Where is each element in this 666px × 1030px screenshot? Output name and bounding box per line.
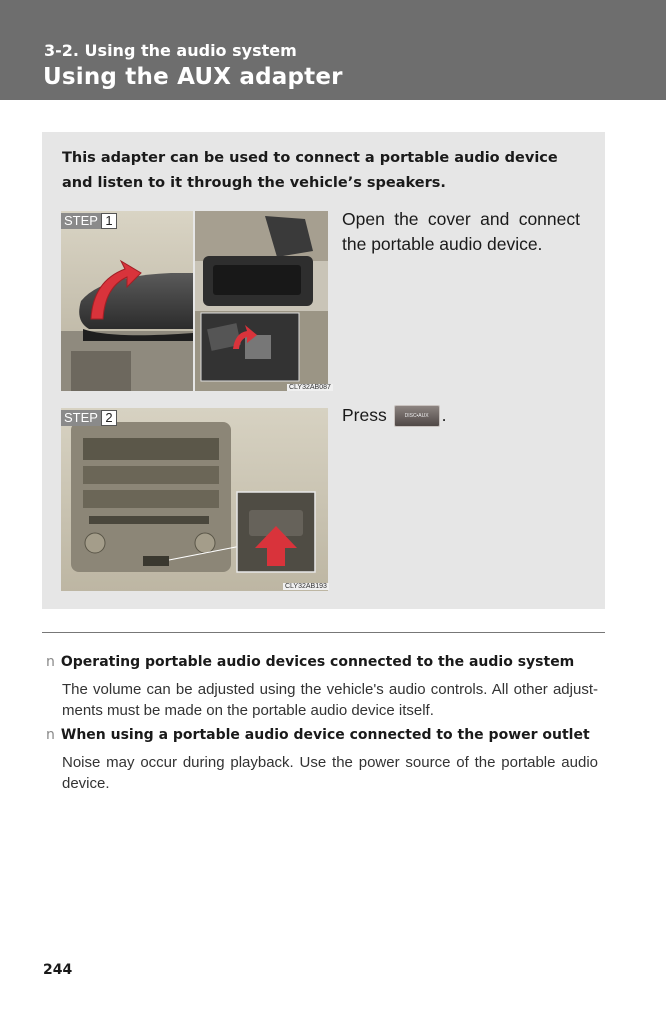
disc-aux-button-icon: DISC•AUX	[394, 405, 440, 427]
step1-photo-console	[195, 211, 328, 391]
step2-badge-word: STEP	[61, 410, 101, 426]
step2-photo-audio-unit	[61, 408, 328, 591]
section-divider	[42, 632, 605, 633]
section-label: 3-2. Using the audio system	[44, 41, 297, 60]
note1-body: The volume can be adjusted using the vehicle's audio controls. All other adjust-ments must be made on the portable audio device itself.	[62, 681, 598, 719]
step2-image-code: CLY32AB193	[285, 583, 327, 590]
step2-badge	[61, 410, 117, 426]
step1-badge-number: 1	[101, 213, 117, 229]
intro-text: This adapter can be used to connect a portable audio device and listen to it through the vehicle’s speakers.	[62, 150, 558, 191]
step1-badge	[61, 213, 117, 229]
step2-text-before: Press	[342, 405, 387, 425]
note2-heading-text: When using a portable audio device connected to the power outlet	[60, 727, 590, 743]
step2-text	[342, 403, 580, 428]
note1-heading	[46, 654, 574, 670]
step1-image-code: CLY32AB087	[289, 384, 331, 391]
step2-text-after: .	[441, 405, 447, 425]
note1-heading-text: Operating portable audio devices connected to the audio system	[60, 654, 575, 670]
note2-heading	[46, 727, 590, 743]
step1-photo-armrest	[61, 211, 193, 391]
note2-body: Noise may occur during playback. Use the power source of the portable audio device.	[62, 754, 598, 792]
page-number: 244	[43, 962, 73, 978]
page-title: Using the AUX adapter	[43, 64, 343, 90]
note2-bullet: n	[46, 727, 55, 743]
note1-bullet: n	[46, 654, 55, 670]
step1-badge-word: STEP	[61, 213, 101, 229]
step2-badge-number: 2	[101, 410, 117, 426]
step1-text: Open the cover and connect the portable audio device.	[342, 209, 580, 254]
header-band	[0, 0, 666, 100]
